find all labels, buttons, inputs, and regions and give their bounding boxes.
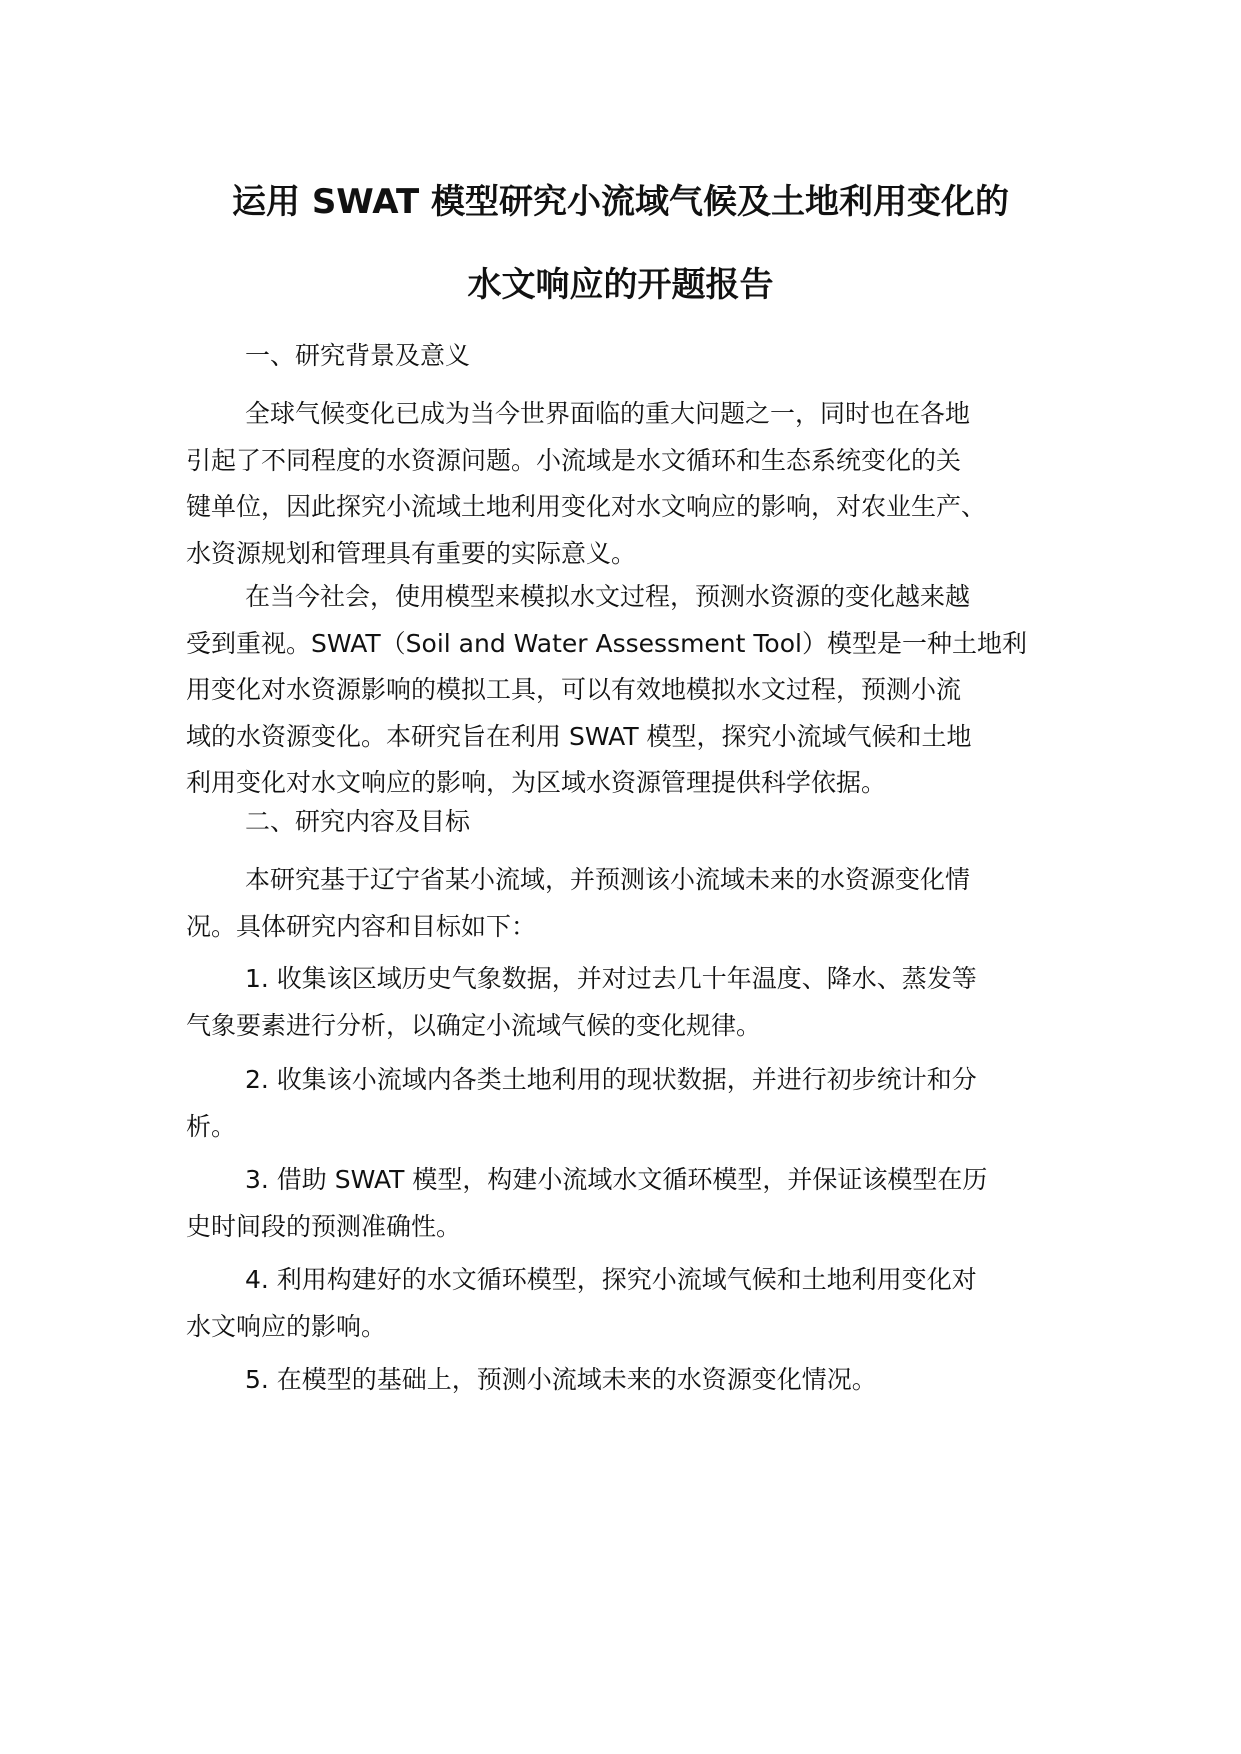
- text-line: 况。具体研究内容和目标如下：: [186, 911, 537, 941]
- paragraph-content-intro: [186, 857, 1066, 950]
- paragraph-background-2: [186, 574, 1066, 807]
- list-item-1: [186, 956, 1066, 1049]
- document-title-line-1: 运用 SWAT 模型研究小流域气候及土地利用变化的: [231, 182, 1009, 222]
- list-item-3: [186, 1157, 1066, 1250]
- text-line: 用变化对水资源影响的模拟工具，可以有效地模拟水文过程，预测小流: [186, 675, 962, 704]
- text-line: 1. 收集该区域历史气象数据，并对过去几十年温度、降水、蒸发等: [245, 964, 977, 993]
- list-item-4: [186, 1257, 1066, 1350]
- text-line: 5. 在模型的基础上，预测小流域未来的水资源变化情况。: [245, 1365, 877, 1394]
- text-line: 2. 收集该小流域内各类土地利用的现状数据，并进行初步统计和分: [245, 1065, 977, 1094]
- text-line: 利用变化对水文响应的影响，为区域水资源管理提供科学依据。: [186, 768, 887, 797]
- text-line: 气象要素进行分析，以确定小流域气候的变化规律。: [186, 1010, 762, 1040]
- text-line: 水文响应的影响。: [186, 1311, 387, 1341]
- section-heading-background: [186, 333, 1066, 380]
- text-line: 在当今社会，使用模型来模拟水文过程，预测水资源的变化越来越: [245, 582, 971, 611]
- text-line: 3. 借助 SWAT 模型，构建小流域水文循环模型，并保证该模型在历: [245, 1165, 988, 1194]
- text-line: 一、研究背景及意义: [245, 341, 471, 370]
- text-line: 引起了不同程度的水资源问题。小流域是水文循环和生态系统变化的关: [186, 445, 962, 475]
- text-line: 析。: [186, 1111, 237, 1141]
- text-line: 4. 利用构建好的水文循环模型，探究小流域气候和土地利用变化对: [245, 1265, 977, 1294]
- text-line: 水资源规划和管理具有重要的实际意义。: [186, 538, 637, 568]
- text-line: 域的水资源变化。本研究旨在利用 SWAT 模型，探究小流域气候和土地: [186, 721, 972, 751]
- text-line: 史时间段的预测准确性。: [186, 1211, 462, 1241]
- text-line: 键单位，因此探究小流域土地利用变化对水文响应的影响，对农业生产、: [186, 492, 987, 521]
- text-line: 全球气候变化已成为当今世界面临的重大问题之一，同时也在各地: [245, 399, 971, 428]
- section-heading-content: [186, 799, 1066, 846]
- text-line: 受到重视。SWAT（Soil and Water Assessment Tool）模型是一种土地利: [186, 628, 1027, 658]
- text-line: 二、研究内容及目标: [245, 807, 471, 836]
- paragraph-background-1: [186, 391, 1066, 577]
- text-line: 本研究基于辽宁省某小流域，并预测该小流域未来的水资源变化情: [245, 865, 971, 894]
- list-item-5: [186, 1357, 1066, 1404]
- document-title-line-2: 水文响应的开题报告: [467, 265, 774, 305]
- list-item-2: [186, 1057, 1066, 1150]
